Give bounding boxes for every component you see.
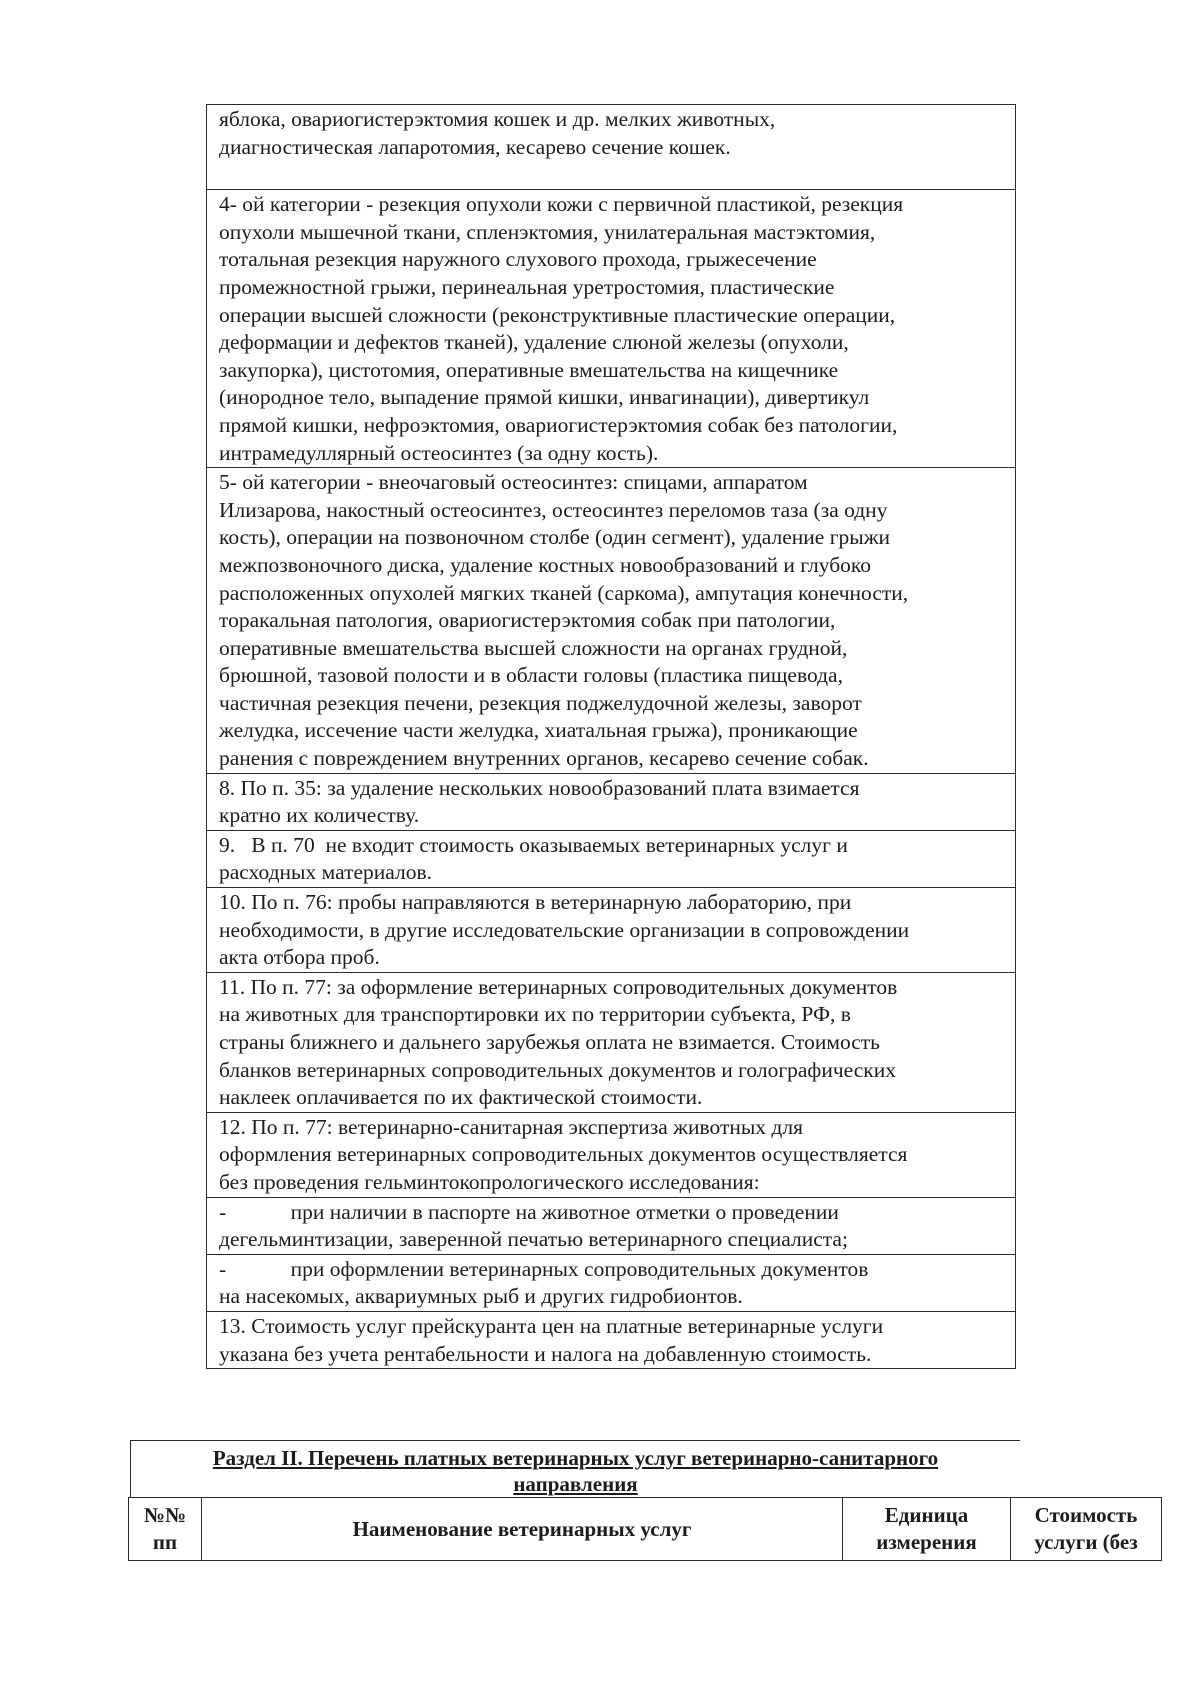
note-line: частичная резекция печени, резекция поджелудочной железы, заворот xyxy=(219,690,862,715)
column-cost-line-1: Стоимость xyxy=(1034,1503,1138,1527)
note-line: кость), операции на позвоночном столбе (один сегмент), удаление грыжи xyxy=(219,525,891,550)
column-unit-line-2: измерения xyxy=(876,1530,977,1554)
note-line: дегельминтизации, заверенной печатью ветеринарного специалиста; xyxy=(219,1227,848,1252)
note-line: деформации и дефектов тканей), удаление слюной железы (опухоли, xyxy=(219,330,849,355)
column-cost-line-2: услуги (без xyxy=(1034,1530,1138,1554)
note-line: интрамедуллярный остеосинтез (за одну кость). xyxy=(219,440,659,465)
note-line: яблока, овариогистерэктомия кошек и др. мелких животных, xyxy=(219,107,776,131)
section-ii xyxy=(128,1440,1162,1561)
note-line: 9. В п. 70 не входит стоимость оказываемых ветеринарных услуг и xyxy=(219,832,848,857)
note-line: указана без учета рентабельности и налога на добавленную стоимость. xyxy=(219,1341,872,1366)
note-cell-12 xyxy=(207,1112,1015,1197)
note-line: необходимости, в другие исследовательские организации в сопровождении xyxy=(219,917,910,942)
notes-table xyxy=(206,104,1016,1369)
note-line: прямой кишки, нефроэктомия, овариогистерэктомия собак без патологии, xyxy=(219,412,898,437)
note-line: 5- ой категории - внеочаговый остеосинтез: спицами, аппаратом xyxy=(219,470,808,495)
section-title xyxy=(130,1440,1020,1497)
note-line: оформления ветеринарных сопроводительных документов осуществляется xyxy=(219,1142,908,1167)
section-title-line-1: Раздел II. Перечень платных ветеринарных услуг ветеринарно-санитарного xyxy=(212,1446,939,1470)
note-line: тотальная резекция наружного слухового прохода, грыжесечение xyxy=(219,247,817,272)
column-number-line-2: пп xyxy=(152,1530,178,1554)
note-line: промежностной грыжи, перинеальная уретростомия, пластические xyxy=(219,274,835,299)
note-line: операции высшей сложности (реконструктивные пластические операции, xyxy=(219,302,896,327)
note-line: 8. По п. 35: за удаление нескольких новообразований плата взимается xyxy=(219,775,860,800)
note-line: бланков ветеринарных сопроводительных документов и голографических xyxy=(219,1057,897,1082)
note-line: страны ближнего и дальнего зарубежья оплата не взимается. Стоимость xyxy=(219,1030,880,1054)
note-cell-13 xyxy=(207,1311,1015,1368)
note-cell-11 xyxy=(207,972,1015,1112)
note-line: закупорка), цистотомия, оперативные вмешательства на кищечнике xyxy=(219,357,839,382)
note-cell-12-bullet-2 xyxy=(207,1254,1015,1311)
note-line: Илизарова, накостный остеосинтез, остеосинтез переломов таза (за одну xyxy=(219,497,888,522)
note-line: (инородное тело, выпадение прямой кишки, инвагинации), дивертикул xyxy=(219,385,870,410)
note-line: - при оформлении ветеринарных сопроводительных документов xyxy=(219,1256,869,1281)
note-cell-category-4 xyxy=(207,189,1015,467)
note-line: расположенных опухолей мягких тканей (саркома), ампутация конечности, xyxy=(219,580,909,605)
column-service-name-label: Наименование ветеринарных услуг xyxy=(352,1516,692,1541)
column-number xyxy=(129,1498,201,1560)
note-cell-9 xyxy=(207,830,1015,887)
note-line: на животных для транспортировки их по территории субъекта, РФ, в xyxy=(219,1002,851,1027)
note-line: 13. Стоимость услуг прейскуранта цен на платные ветеринарные услуги xyxy=(219,1313,884,1338)
note-line: 10. По п. 76: пробы направляются в ветеринарную лабораторию, при xyxy=(219,890,852,915)
column-service-name xyxy=(201,1498,842,1560)
note-line: желудка, иссечение части желудка, хиатальная грыжа), проникающие xyxy=(219,718,858,743)
price-table-header xyxy=(128,1497,1162,1561)
note-line: акта отбора проб. xyxy=(219,945,380,970)
note-line: межпозвоночного диска, удаление костных новообразований и глубоко xyxy=(219,552,872,577)
note-cell-8 xyxy=(207,773,1015,830)
note-line: брюшной, тазовой полости и в области головы (пластика пищевода, xyxy=(219,663,843,688)
column-cost xyxy=(1010,1498,1161,1560)
note-cell-12-bullet-1 xyxy=(207,1197,1015,1254)
section-title-line-2: направления xyxy=(513,1472,638,1496)
note-line: 4- ой категории - резекция опухоли кожи с первичной пластикой, резекция xyxy=(219,192,904,217)
note-line: - при наличии в паспорте на животное отметки о проведении xyxy=(219,1199,839,1224)
column-unit-line-1: Единица xyxy=(884,1503,969,1527)
column-number-line-1: №№ xyxy=(143,1503,187,1527)
note-line: ранения с повреждением внутренних органов, кесарево сечение собак. xyxy=(219,746,869,771)
note-line: 12. По п. 77: ветеринарно-санитарная экспертиза животных для xyxy=(219,1114,803,1139)
note-line: кратно их количеству. xyxy=(219,803,420,828)
note-line: расходных материалов. xyxy=(219,860,433,885)
note-cell-surgery-cont xyxy=(207,105,1015,189)
note-line: 11. По п. 77: за оформление ветеринарных сопроводительных документов xyxy=(219,974,898,999)
note-line: на насекомых, аквариумных рыб и других гидробионтов. xyxy=(219,1284,743,1309)
note-line: опухоли мышечной ткани, спленэктомия, унилатеральная мастэктомия, xyxy=(219,219,876,244)
note-cell-10 xyxy=(207,887,1015,972)
note-line: оперативные вмешательства высшей сложности на органах грудной, xyxy=(219,635,848,660)
note-cell-category-5 xyxy=(207,467,1015,773)
note-line: без проведения гельминтокопрологического исследования: xyxy=(219,1169,760,1194)
note-line: наклеек оплачивается по их фактической стоимости. xyxy=(219,1085,703,1110)
note-line: торакальная патология, овариогистерэктомия собак при патологии, xyxy=(219,608,836,633)
column-unit xyxy=(842,1498,1010,1560)
note-line: диагностическая лапаротомия, кесарево сечение кошек. xyxy=(219,134,731,159)
